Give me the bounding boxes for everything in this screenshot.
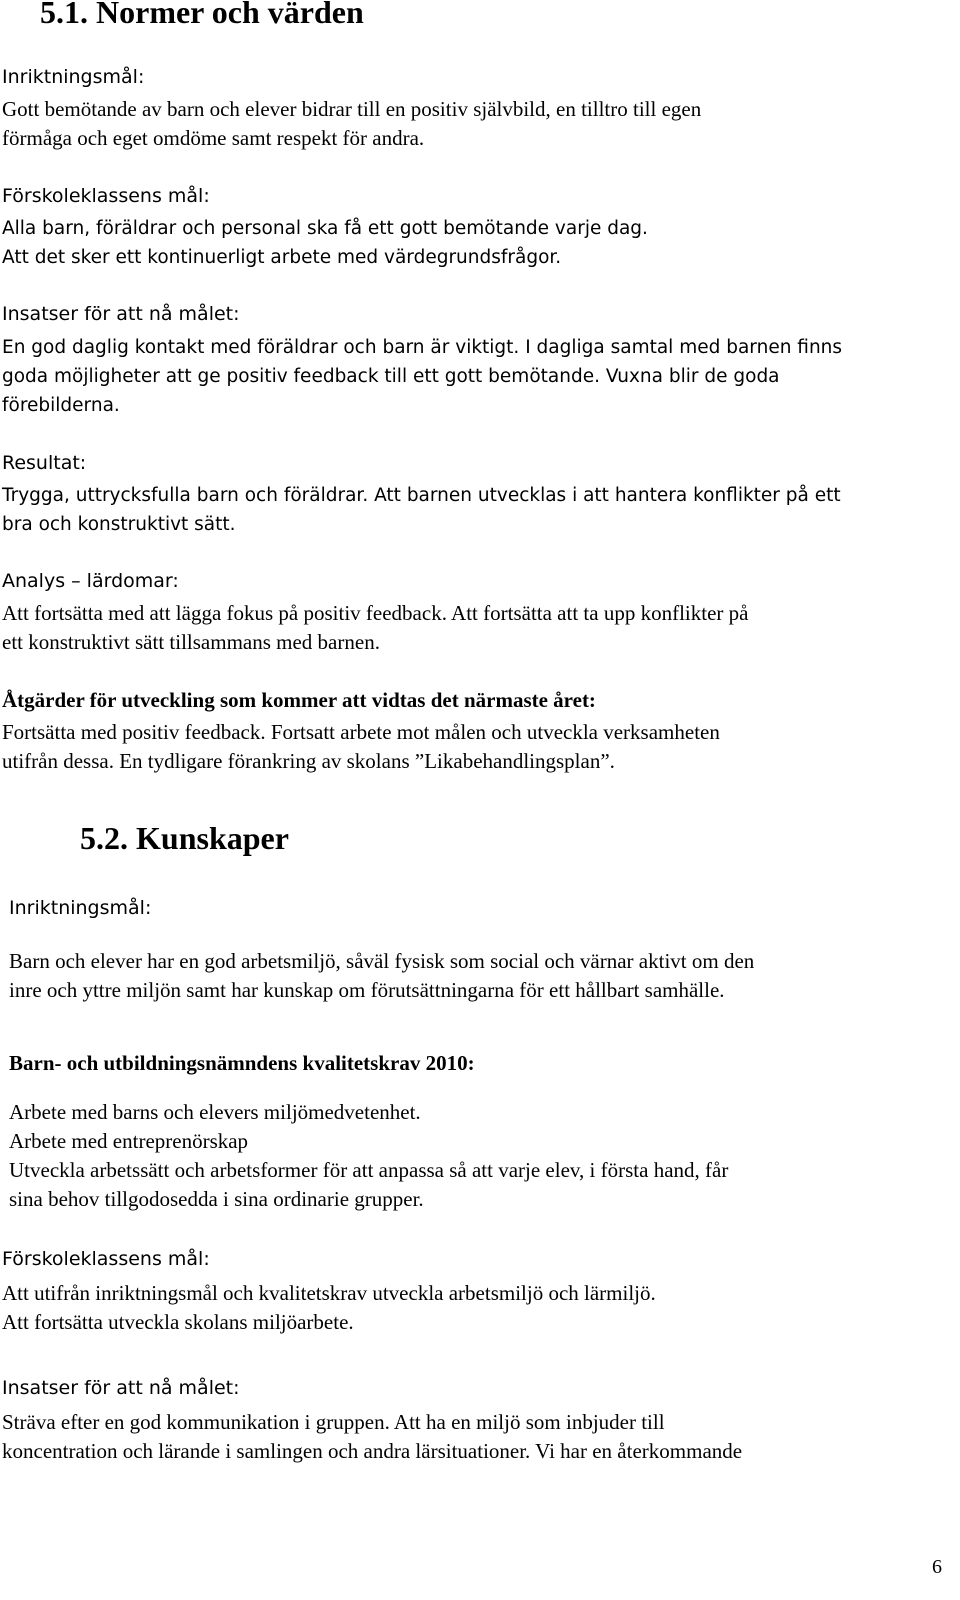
kvalitetskrav-label: Barn- och utbildningsnämndens kvalitetskrav 2010: <box>9 1051 475 1075</box>
forskole-text: Alla barn, föräldrar och personal ska få ett gott bemötande varje dag. Att det sker ett kontinuerligt arbete med värdegrundsfrågor. <box>2 218 648 268</box>
forskole-label: Förskoleklassens mål: <box>2 185 210 207</box>
forskole-text-2: Att utifrån inriktningsmål och kvalitetskrav utveckla arbetsmiljö och lärmiljö. Att fortsätta utveckla skolans miljöarbete. <box>2 1281 656 1334</box>
section-heading-normer: 5.1. Normer och värden <box>40 0 364 30</box>
analys-label: Analys – lärdomar: <box>2 570 179 592</box>
inriktning-label-2: Inriktningsmål: <box>9 897 152 919</box>
insatser-label-2: Insatser för att nå målet: <box>2 1377 240 1399</box>
insatser-text-2: Sträva efter en god kommunikation i gruppen. Att ha en miljö som inbjuder till koncentration och lärande i samlingen och andra lärsituationer. Vi har en återkommande <box>2 1410 743 1463</box>
resultat-label: Resultat: <box>2 452 87 474</box>
analys-text: Att fortsätta med att lägga fokus på positiv feedback. Att fortsätta att ta upp konflikter på ett konstruktivt sätt tillsammans med barnen. <box>2 601 749 654</box>
inriktning-text-2: Barn och elever har en god arbetsmiljö, såväl fysisk som social och värnar aktivt om den inre och yttre miljön samt har kunskap om förutsättningarna för ett hållbart samhälle. <box>9 949 755 1002</box>
forskole-label-2: Förskoleklassens mål: <box>2 1248 210 1270</box>
atgarder-label: Åtgärder för utveckling som kommer att vidtas det närmaste året: <box>2 688 596 712</box>
section-heading-kunskaper: 5.2. Kunskaper <box>80 820 289 856</box>
inriktning-label: Inriktningsmål: <box>2 66 145 88</box>
atgarder-text: Fortsätta med positiv feedback. Fortsatt arbete mot målen och utveckla verksamheten utifrån dessa. En tydligare förankring av skolans ”Likabehandlingsplan”. <box>2 720 720 773</box>
resultat-text: Trygga, uttrycksfulla barn och föräldrar. Att barnen utvecklas i att hantera konflikter på ett bra och konstruktivt sätt. <box>2 485 841 535</box>
inriktning-text: Gott bemötande av barn och elever bidrar till en positiv självbild, en tilltro till egen förmåga och eget omdöme samt respekt för andra. <box>2 97 702 150</box>
insatser-text: En god daglig kontakt med föräldrar och barn är viktigt. I dagliga samtal med barnen finns goda möjligheter att ge positiv feedback till ett gott bemötande. Vuxna blir de goda förebilderna. <box>2 337 843 416</box>
page-number: 6 <box>932 1556 942 1578</box>
insatser-label: Insatser för att nå målet: <box>2 303 240 325</box>
kvalitetskrav-text: Arbete med barns och elevers miljömedvetenhet. Arbete med entreprenörskap Utveckla arbetssätt och arbetsformer för att anpassa så att varje elev, i första hand, får sina behov tillgodosedda i sina ordinarie grupper. <box>9 1100 729 1211</box>
